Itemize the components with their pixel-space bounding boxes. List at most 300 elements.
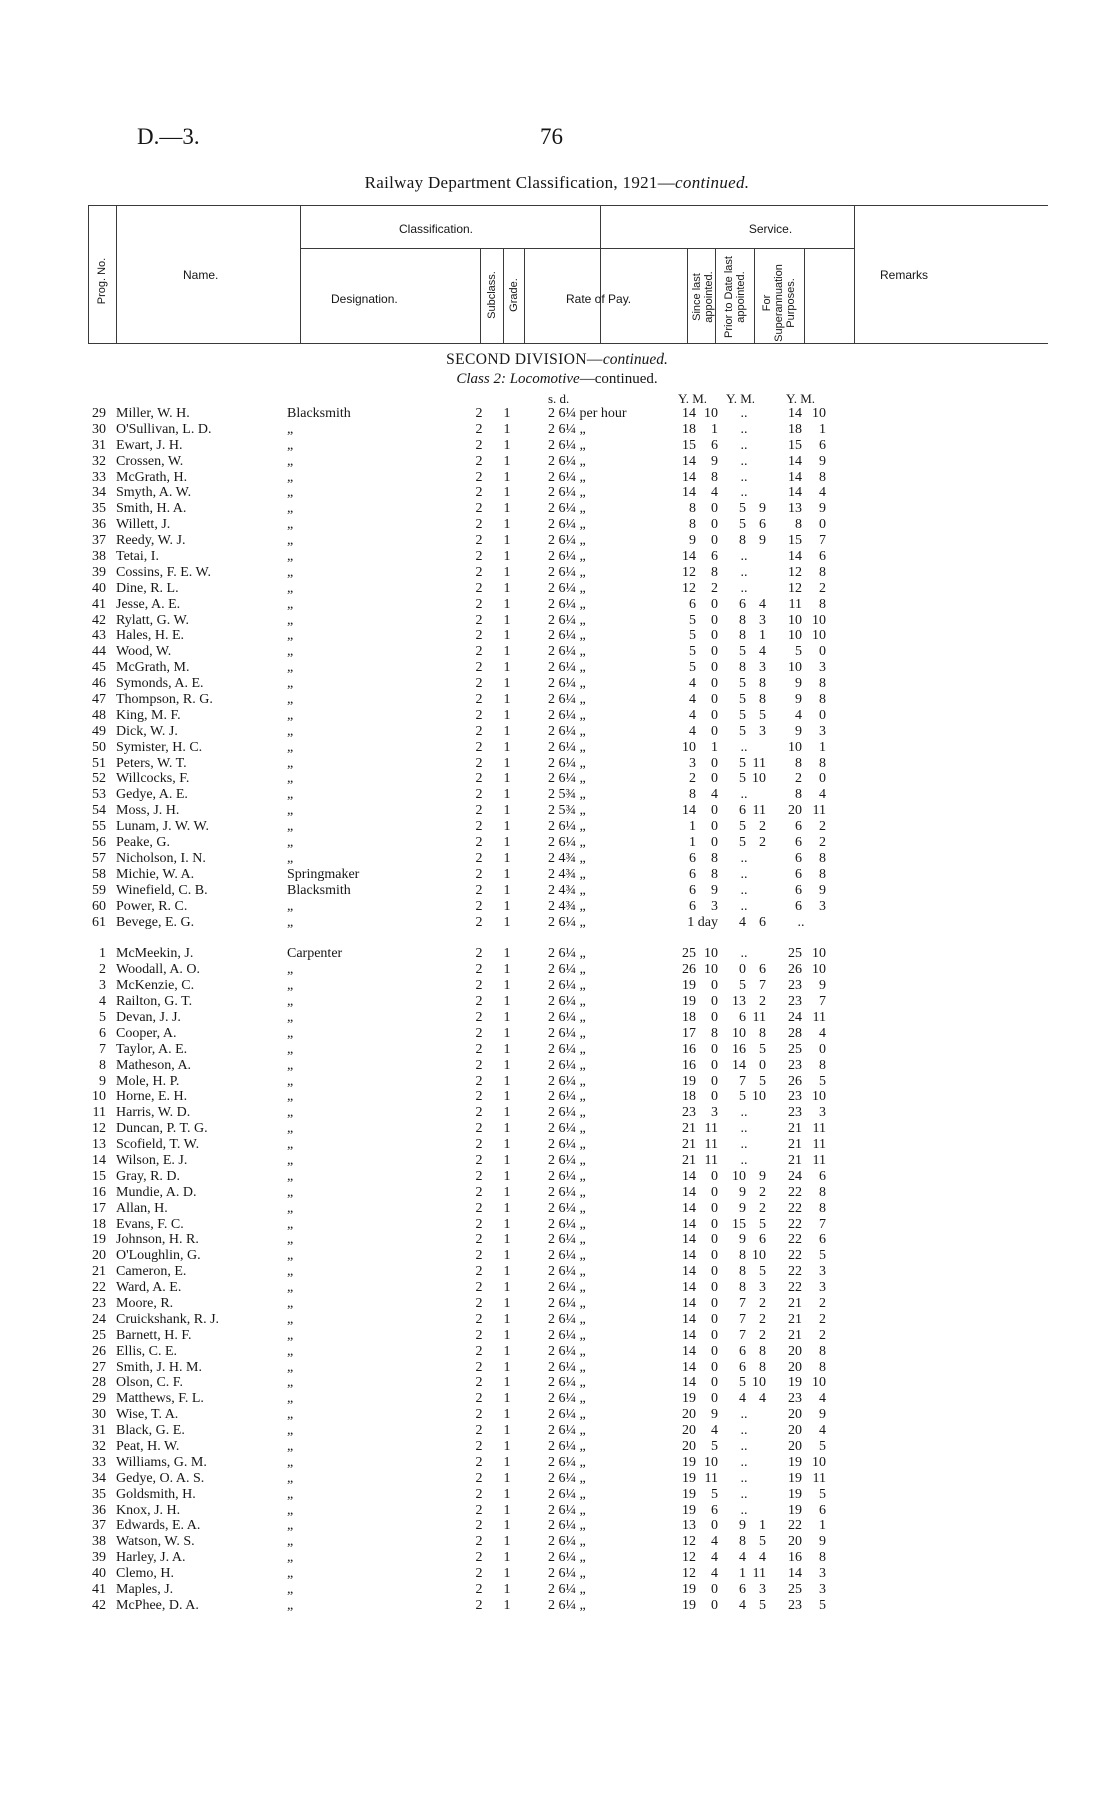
since-cell-years: 12 bbox=[682, 1566, 696, 1582]
rate-cell: 2 6¼ „ bbox=[548, 707, 586, 723]
designation-cell: „ bbox=[287, 755, 294, 771]
prior-cell-years: .. bbox=[740, 1486, 748, 1502]
prog-no-cell: 22 bbox=[92, 1280, 106, 1296]
since-cell-months: 0 bbox=[711, 1582, 718, 1598]
super-cell-years: 12 bbox=[788, 564, 802, 580]
since-cell-years: 15 bbox=[682, 437, 696, 453]
super-cell-years: 11 bbox=[788, 596, 802, 612]
prior-cell-years: .. bbox=[740, 898, 748, 914]
prior-cell-years: 5 bbox=[739, 517, 746, 533]
prior-cell-years: .. bbox=[740, 406, 748, 421]
since-cell-years: 19 bbox=[682, 994, 696, 1010]
since-cell-months: 0 bbox=[711, 1597, 718, 1613]
table-row bbox=[0, 565, 1114, 581]
super-cell-years: 6 bbox=[795, 819, 802, 835]
name-cell: Smith, H. A. bbox=[116, 501, 187, 517]
since-cell-months: 0 bbox=[711, 1264, 718, 1280]
prog-no-cell: 29 bbox=[92, 406, 106, 421]
super-cell-months: 8 bbox=[819, 564, 826, 580]
rate-cell: 2 6¼ „ bbox=[548, 1582, 586, 1598]
since-cell-years: 14 bbox=[682, 1343, 696, 1359]
designation-cell: „ bbox=[287, 1295, 294, 1311]
prior-cell-years: 4 bbox=[739, 914, 746, 930]
since-cell-years: 14 bbox=[682, 1359, 696, 1375]
prior-cell-years: .. bbox=[740, 1152, 748, 1168]
subclass-cell: 2 bbox=[475, 914, 483, 930]
grade-cell: 1 bbox=[503, 1168, 511, 1184]
rate-cell: 2 6¼ „ bbox=[548, 1327, 586, 1343]
super-cell-years: 9 bbox=[795, 676, 802, 692]
since-cell-years: 20 bbox=[682, 1439, 696, 1454]
since-cell-months: 0 bbox=[711, 501, 718, 517]
subclass-cell: 2 bbox=[475, 1407, 483, 1423]
super-cell-years: 6 bbox=[795, 835, 802, 851]
name-cell: Clemo, H. bbox=[116, 1566, 174, 1582]
name-cell: Symonds, A. E. bbox=[116, 676, 204, 692]
table-row bbox=[0, 1217, 1114, 1233]
super-cell-months: 0 bbox=[819, 517, 826, 533]
designation-cell: „ bbox=[287, 1121, 294, 1137]
table-row bbox=[0, 1487, 1114, 1503]
since-cell-years: 25 bbox=[682, 946, 696, 962]
prog-no-cell: 9 bbox=[99, 1073, 106, 1089]
prior-cell-years: .. bbox=[740, 1121, 748, 1137]
super-cell-years: 15 bbox=[788, 437, 802, 453]
subclass-cell: 2 bbox=[475, 1137, 483, 1153]
since-cell-years: 14 bbox=[682, 1311, 696, 1327]
rate-cell: 2 6¼ „ bbox=[548, 1121, 586, 1137]
name-cell: Willett, J. bbox=[116, 517, 171, 533]
rate-cell: 2 6¼ „ bbox=[548, 819, 586, 835]
table-row bbox=[0, 867, 1114, 883]
prog-no-cell: 13 bbox=[92, 1137, 106, 1153]
prior-cell-years: 5 bbox=[739, 755, 746, 771]
prog-no-cell: 30 bbox=[92, 1407, 106, 1423]
prog-no-cell: 30 bbox=[92, 421, 106, 437]
prior-cell-months: 9 bbox=[759, 501, 766, 517]
subclass-cell: 2 bbox=[475, 406, 483, 421]
subclass-cell: 2 bbox=[475, 612, 483, 628]
rate-cell: 2 6¼ „ bbox=[548, 835, 586, 851]
table-row bbox=[0, 1026, 1114, 1042]
prior-cell-months: 11 bbox=[752, 1009, 766, 1025]
super-cell-years: 21 bbox=[788, 1137, 802, 1153]
table-row bbox=[0, 1201, 1114, 1217]
grade-cell: 1 bbox=[503, 1582, 511, 1598]
table-row bbox=[0, 628, 1114, 644]
designation-cell: „ bbox=[287, 1232, 294, 1248]
since-cell-months: 0 bbox=[711, 533, 718, 549]
prog-no-cell: 61 bbox=[92, 914, 106, 930]
prog-no-cell: 43 bbox=[92, 628, 106, 644]
grade-cell: 1 bbox=[503, 882, 511, 898]
designation-cell: „ bbox=[287, 1582, 294, 1598]
subclass-cell: 2 bbox=[475, 1343, 483, 1359]
table-row bbox=[0, 1185, 1114, 1201]
super-cell-months: 7 bbox=[819, 533, 826, 549]
designation-cell: „ bbox=[287, 453, 294, 469]
prog-no-cell: 1 bbox=[99, 946, 106, 962]
super-cell-years: 14 bbox=[788, 1566, 802, 1582]
since-cell-years: 12 bbox=[682, 1550, 696, 1566]
super-cell-months: 8 bbox=[819, 755, 826, 771]
table-row bbox=[0, 517, 1114, 533]
name-cell: Gray, R. D. bbox=[116, 1168, 181, 1184]
grade-cell: 1 bbox=[503, 1597, 511, 1613]
designation-cell: „ bbox=[287, 1566, 294, 1582]
name-cell: Evans, F. C. bbox=[116, 1216, 184, 1232]
designation-cell: „ bbox=[287, 564, 294, 580]
prior-cell-months: 9 bbox=[759, 533, 766, 549]
grade-cell: 1 bbox=[503, 1025, 511, 1041]
subclass-cell: 2 bbox=[475, 628, 483, 644]
table-row bbox=[0, 994, 1114, 1010]
super-cell-months: 2 bbox=[819, 1327, 826, 1343]
prior-cell-years: 5 bbox=[739, 676, 746, 692]
name-cell: Goldsmith, H. bbox=[116, 1486, 196, 1502]
designation-cell: „ bbox=[287, 1184, 294, 1200]
since-cell-years: 1 bbox=[689, 819, 696, 835]
super-cell-months: 2 bbox=[819, 819, 826, 835]
since-cell-months: 0 bbox=[711, 1216, 718, 1232]
prior-cell-months: 11 bbox=[752, 1566, 766, 1582]
table-row bbox=[0, 1280, 1114, 1296]
table-row bbox=[0, 1582, 1114, 1598]
grade-cell: 1 bbox=[503, 1041, 511, 1057]
since-cell-years: 12 bbox=[682, 1534, 696, 1550]
name-cell: Power, R. C. bbox=[116, 898, 188, 914]
since-cell-months: 0 bbox=[711, 1232, 718, 1248]
rate-cell: 2 6¼ per hour bbox=[548, 406, 627, 421]
designation-cell: „ bbox=[287, 1597, 294, 1613]
prior-cell-months: 2 bbox=[759, 1200, 766, 1216]
class-name: Locomotive bbox=[509, 371, 580, 387]
prior-cell-years: .. bbox=[740, 866, 748, 882]
since-cell-years: 14 bbox=[682, 1264, 696, 1280]
table-row bbox=[0, 660, 1114, 676]
designation-cell: „ bbox=[287, 612, 294, 628]
subclass-cell: 2 bbox=[475, 437, 483, 453]
name-cell: Allan, H. bbox=[116, 1200, 168, 1216]
rate-cell: 2 6¼ „ bbox=[548, 1359, 586, 1375]
since-cell-months: 4 bbox=[711, 1566, 718, 1582]
table-row bbox=[0, 676, 1114, 692]
grade-cell: 1 bbox=[503, 549, 511, 565]
super-cell-months: 8 bbox=[819, 866, 826, 882]
super-cell-months: 9 bbox=[819, 882, 826, 898]
prog-no-cell: 8 bbox=[99, 1057, 106, 1073]
subclass-cell: 2 bbox=[475, 1025, 483, 1041]
designation-cell: „ bbox=[287, 1264, 294, 1280]
name-cell: Mundie, A. D. bbox=[116, 1184, 197, 1200]
super-cell-years: 6 bbox=[795, 866, 802, 882]
since-cell-years: 20 bbox=[682, 1423, 696, 1439]
subclass-cell: 2 bbox=[475, 1105, 483, 1121]
designation-cell: „ bbox=[287, 1439, 294, 1454]
super-cell-months: 8 bbox=[819, 850, 826, 866]
super-cell-years: 23 bbox=[788, 1089, 802, 1105]
rate-cell: 2 6¼ „ bbox=[548, 994, 586, 1010]
rate-cell: 2 6¼ „ bbox=[548, 1184, 586, 1200]
super-cell-years: 23 bbox=[788, 1597, 802, 1613]
name-cell: Moss, J. H. bbox=[116, 803, 180, 819]
since-cell-years: 12 bbox=[682, 564, 696, 580]
prior-cell-years: 16 bbox=[732, 1041, 746, 1057]
subclass-cell: 2 bbox=[475, 1264, 483, 1280]
table-row bbox=[0, 644, 1114, 660]
prior-cell-months: 3 bbox=[759, 1582, 766, 1598]
rate-cell: 2 6¼ „ bbox=[548, 469, 586, 485]
since-cell-months: 6 bbox=[711, 437, 718, 453]
prior-cell-years: .. bbox=[740, 1454, 748, 1470]
prior-cell-months: 0 bbox=[759, 1057, 766, 1073]
designation-cell: „ bbox=[287, 421, 294, 437]
subclass-cell: 2 bbox=[475, 1470, 483, 1486]
grade-cell: 1 bbox=[503, 1073, 511, 1089]
grade-cell: 1 bbox=[503, 755, 511, 771]
super-cell-years: 23 bbox=[788, 994, 802, 1010]
designation-cell: „ bbox=[287, 1200, 294, 1216]
grade-cell: 1 bbox=[503, 1518, 511, 1534]
super-cell-months: 1 bbox=[819, 739, 826, 755]
since-cell-months: 9 bbox=[711, 453, 718, 469]
prior-cell-months: 11 bbox=[752, 803, 766, 819]
rate-cell: 2 6¼ „ bbox=[548, 660, 586, 676]
since-cell-months: 0 bbox=[711, 644, 718, 660]
super-cell-months: 5 bbox=[819, 1597, 826, 1613]
rate-cell: 2 6¼ „ bbox=[548, 517, 586, 533]
subclass-cell: 2 bbox=[475, 1089, 483, 1105]
rate-cell: 2 6¼ „ bbox=[548, 1248, 586, 1264]
name-cell: Crossen, W. bbox=[116, 453, 184, 469]
rate-cell: 2 6¼ „ bbox=[548, 564, 586, 580]
since-cell-months: 5 bbox=[711, 1486, 718, 1502]
name-cell: Peters, W. T. bbox=[116, 755, 187, 771]
grade-cell: 1 bbox=[503, 1295, 511, 1311]
since-cell-months: 2 bbox=[711, 580, 718, 596]
grade-cell: 1 bbox=[503, 1280, 511, 1296]
name-cell: Olson, C. F. bbox=[116, 1375, 183, 1391]
since-cell-months: 0 bbox=[711, 1280, 718, 1296]
table-row bbox=[0, 1169, 1114, 1185]
prior-cell-months: 10 bbox=[752, 771, 766, 787]
prior-cell-years: 4 bbox=[739, 1597, 746, 1613]
rate-cell: 2 4¾ „ bbox=[548, 850, 586, 866]
super-cell-years: 18 bbox=[788, 421, 802, 437]
prior-cell-years: .. bbox=[740, 564, 748, 580]
prog-no-cell: 58 bbox=[92, 866, 106, 882]
prog-no-cell: 35 bbox=[92, 501, 106, 517]
subclass-cell: 2 bbox=[475, 1423, 483, 1439]
super-cell-months: 0 bbox=[819, 771, 826, 787]
since-cell-months: 10 bbox=[704, 406, 718, 421]
grade-cell: 1 bbox=[503, 596, 511, 612]
super-cell-months: 11 bbox=[812, 803, 826, 819]
grade-cell: 1 bbox=[503, 1439, 511, 1454]
grade-cell: 1 bbox=[503, 1391, 511, 1407]
table-row bbox=[0, 962, 1114, 978]
grade-cell: 1 bbox=[503, 660, 511, 676]
prior-cell-years: 5 bbox=[739, 819, 746, 835]
table-row bbox=[0, 787, 1114, 803]
prior-cell-months: 10 bbox=[752, 1375, 766, 1391]
designation-cell: „ bbox=[287, 771, 294, 787]
super-cell-years: 22 bbox=[788, 1184, 802, 1200]
table-row bbox=[0, 899, 1114, 915]
unit-pay: s. d. bbox=[548, 391, 570, 406]
rate-cell: 2 6¼ „ bbox=[548, 962, 586, 978]
prior-cell-years: 8 bbox=[739, 1264, 746, 1280]
super-cell-years: 20 bbox=[788, 1534, 802, 1550]
prior-cell-months: 2 bbox=[759, 819, 766, 835]
name-cell: Peat, H. W. bbox=[116, 1439, 180, 1454]
super-cell-months: 9 bbox=[819, 1534, 826, 1550]
super-cell-years: 22 bbox=[788, 1216, 802, 1232]
table-row bbox=[0, 1089, 1114, 1105]
prior-cell-months: 5 bbox=[759, 1216, 766, 1232]
name-cell: Johnson, H. R. bbox=[116, 1232, 199, 1248]
prog-no-cell: 25 bbox=[92, 1327, 106, 1343]
prior-cell-years: 15 bbox=[732, 1216, 746, 1232]
since-cell-years: 19 bbox=[682, 978, 696, 994]
super-cell-months: 7 bbox=[819, 994, 826, 1010]
prior-cell-years: 6 bbox=[739, 1582, 746, 1598]
name-cell: Winefield, C. B. bbox=[116, 882, 208, 898]
grade-cell: 1 bbox=[503, 676, 511, 692]
grade-cell: 1 bbox=[503, 564, 511, 580]
grade-cell: 1 bbox=[503, 644, 511, 660]
super-cell-months: 10 bbox=[812, 962, 826, 978]
designation-cell: „ bbox=[287, 1391, 294, 1407]
rate-cell: 2 6¼ „ bbox=[548, 533, 586, 549]
subclass-cell: 2 bbox=[475, 549, 483, 565]
prior-cell-years: 9 bbox=[739, 1518, 746, 1534]
super-cell-years: 4 bbox=[795, 707, 802, 723]
super-cell-years: 14 bbox=[788, 549, 802, 565]
grade-cell: 1 bbox=[503, 1216, 511, 1232]
prog-no-cell: 39 bbox=[92, 1550, 106, 1566]
super-cell-months: 7 bbox=[819, 1216, 826, 1232]
since-cell-months: 4 bbox=[711, 485, 718, 501]
rate-cell: 2 6¼ „ bbox=[548, 1264, 586, 1280]
prior-cell-years: 7 bbox=[739, 1295, 746, 1311]
super-cell-years: 6 bbox=[795, 850, 802, 866]
since-cell-years: 19 bbox=[682, 1486, 696, 1502]
name-cell: Cooper, A. bbox=[116, 1025, 177, 1041]
since-cell-years: 17 bbox=[682, 1025, 696, 1041]
since-cell-months: 1 bbox=[711, 739, 718, 755]
since-cell-months: 0 bbox=[711, 723, 718, 739]
since-cell-months: 0 bbox=[711, 676, 718, 692]
subclass-cell: 2 bbox=[475, 1502, 483, 1518]
designation-cell: „ bbox=[287, 1280, 294, 1296]
since-cell-months: 4 bbox=[711, 787, 718, 803]
class-continued: —continued. bbox=[579, 371, 658, 387]
designation-cell: „ bbox=[287, 850, 294, 866]
subclass-cell: 2 bbox=[475, 1041, 483, 1057]
designation-cell: „ bbox=[287, 914, 294, 930]
designation-cell: „ bbox=[287, 1375, 294, 1391]
designation-cell: „ bbox=[287, 898, 294, 914]
prior-cell-years: .. bbox=[740, 580, 748, 596]
since-cell-months: 1 bbox=[711, 421, 718, 437]
since-cell-years: 1 bbox=[689, 835, 696, 851]
table-row bbox=[0, 1423, 1114, 1439]
super-cell-years: 22 bbox=[788, 1264, 802, 1280]
rate-cell: 2 6¼ „ bbox=[548, 1518, 586, 1534]
designation-cell: „ bbox=[287, 1248, 294, 1264]
name-cell: Hales, H. E. bbox=[116, 628, 185, 644]
designation-cell: „ bbox=[287, 469, 294, 485]
since-cell-years: 21 bbox=[682, 1121, 696, 1137]
super-cell-years: 20 bbox=[788, 1343, 802, 1359]
super-cell-months: 6 bbox=[819, 1168, 826, 1184]
grade-cell: 1 bbox=[503, 1470, 511, 1486]
name-cell: Maples, J. bbox=[116, 1582, 174, 1598]
rate-cell: 2 6¼ „ bbox=[548, 755, 586, 771]
super-cell-years: 8 bbox=[795, 787, 802, 803]
since-cell-years: 5 bbox=[689, 644, 696, 660]
since-cell-months: 6 bbox=[711, 1502, 718, 1518]
super-cell-months: 8 bbox=[819, 676, 826, 692]
super-cell-years: .. bbox=[797, 914, 805, 930]
since-cell-months: 9 bbox=[711, 882, 718, 898]
prior-cell-months: 2 bbox=[759, 835, 766, 851]
name-cell: Rylatt, G. W. bbox=[116, 612, 189, 628]
since-cell-years: 14 bbox=[682, 453, 696, 469]
prog-no-cell: 42 bbox=[92, 612, 106, 628]
prior-cell-years: .. bbox=[740, 437, 748, 453]
col-service: Service. bbox=[748, 222, 793, 236]
prog-no-cell: 32 bbox=[92, 1439, 106, 1454]
subclass-cell: 2 bbox=[475, 660, 483, 676]
table-row bbox=[0, 1121, 1114, 1137]
since-cell-years: 14 bbox=[682, 485, 696, 501]
since-cell-months: 3 bbox=[711, 1105, 718, 1121]
since-cell-months: 0 bbox=[711, 803, 718, 819]
name-cell: McMeekin, J. bbox=[116, 946, 194, 962]
rate-cell: 2 6¼ „ bbox=[548, 1454, 586, 1470]
since-cell-months: 0 bbox=[711, 1375, 718, 1391]
grade-cell: 1 bbox=[503, 1137, 511, 1153]
designation-cell: „ bbox=[287, 819, 294, 835]
table-row bbox=[0, 1566, 1114, 1582]
rate-cell: 2 6¼ „ bbox=[548, 1041, 586, 1057]
prior-cell-months: 8 bbox=[759, 676, 766, 692]
prog-no-cell: 54 bbox=[92, 803, 106, 819]
super-cell-months: 4 bbox=[819, 787, 826, 803]
designation-cell: „ bbox=[287, 707, 294, 723]
designation-cell: „ bbox=[287, 1025, 294, 1041]
table-row bbox=[0, 1074, 1114, 1090]
name-cell: Lunam, J. W. W. bbox=[116, 819, 209, 835]
prior-cell-years: 6 bbox=[739, 596, 746, 612]
designation-cell: „ bbox=[287, 1502, 294, 1518]
super-cell-years: 15 bbox=[788, 533, 802, 549]
name-cell: Duncan, P. T. G. bbox=[116, 1121, 208, 1137]
prog-no-cell: 38 bbox=[92, 1534, 106, 1550]
since-cell-months: 0 bbox=[711, 1089, 718, 1105]
prog-no-cell: 35 bbox=[92, 1486, 106, 1502]
prior-cell-years: 1 bbox=[739, 1566, 746, 1582]
grade-cell: 1 bbox=[503, 1232, 511, 1248]
since-cell-years: 14 bbox=[682, 406, 696, 421]
prior-cell-months: 8 bbox=[759, 1359, 766, 1375]
name-cell: Cruickshank, R. J. bbox=[116, 1311, 220, 1327]
rate-cell: 2 5¾ „ bbox=[548, 803, 586, 819]
since-cell-months: 11 bbox=[704, 1152, 718, 1168]
prior-cell-years: 10 bbox=[732, 1025, 746, 1041]
